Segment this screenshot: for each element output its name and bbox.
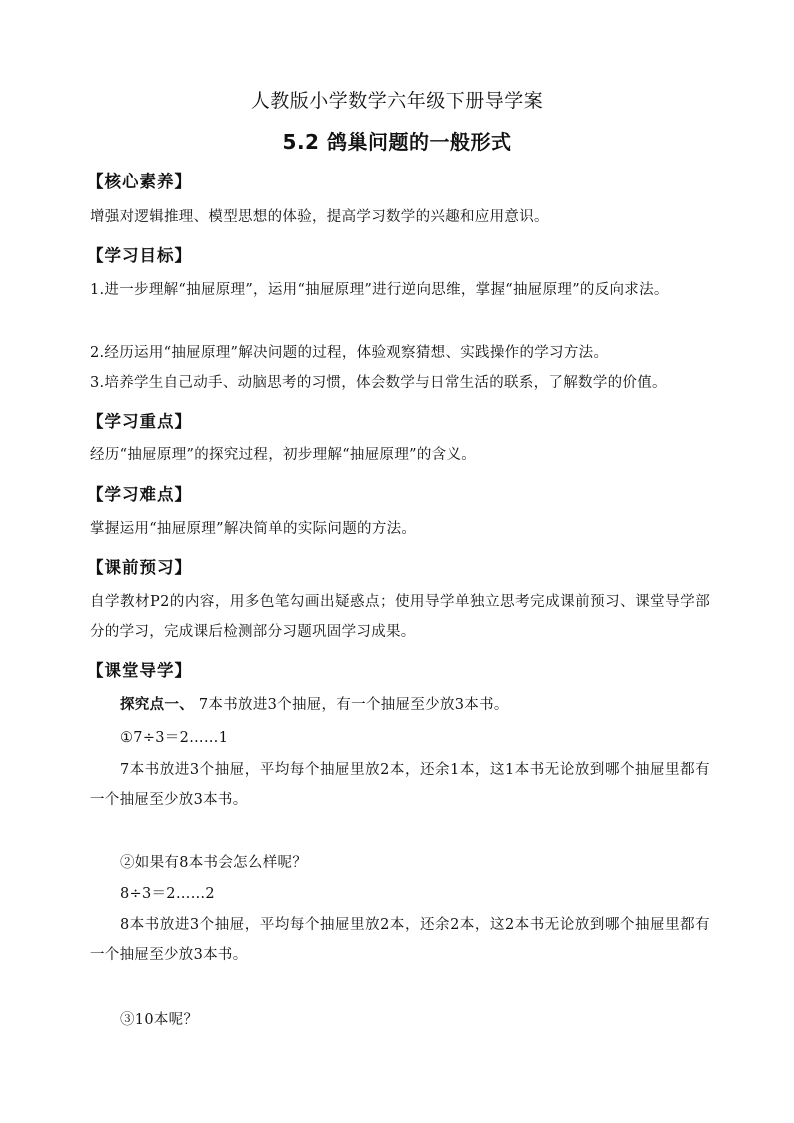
key-text: 经历“抽屉原理”的探究过程，初步理解“抽屉原理”的含义。 bbox=[90, 447, 477, 463]
explore-point-1 bbox=[120, 690, 710, 720]
section-heading-core: 【核心素养】 bbox=[87, 172, 192, 191]
goal-item-3: 3.培养学生自己动手、动脑思考的习惯，体会数学与日常生活的联系，了解数学的价值。 bbox=[90, 375, 667, 391]
difficulty-text: 掌握运用“抽屉原理”解决简单的实际问题的方法。 bbox=[90, 521, 417, 537]
section-heading-preview: 【课前预习】 bbox=[87, 558, 192, 577]
step-3-question: ③10本呢？ bbox=[120, 1012, 199, 1028]
section-heading-key: 【学习重点】 bbox=[87, 412, 192, 431]
step-2-text: 8本书放进3个抽屉，平均每个抽屉里放2本，还余2本，这2本书无论放到哪个抽屉里都有一个抽屉至少放3本书。 bbox=[90, 917, 710, 963]
section-heading-difficulty: 【学习难点】 bbox=[87, 485, 192, 504]
document-title: 人教版小学数学六年级下册导学案 bbox=[250, 90, 544, 112]
goal-item-2: 2.经历运用“抽屉原理”解决问题的过程，体验观察猜想、实践操作的学习方法。 bbox=[90, 345, 609, 361]
preview-text: 自学教材P2的内容，用多色笔勾画出疑惑点；使用导学单独立思考完成课前预习、课堂导学部分的学习，完成课后检测部分习题巩固学习成果。 bbox=[90, 594, 710, 640]
explore-text: 7本书放进3个抽屉，有一个抽屉至少放3本书。 bbox=[194, 697, 509, 713]
step-1-text: 7本书放进3个抽屉，平均每个抽屉里放2本，还余1本，这1本书无论放到哪个抽屉里都有一个抽屉至少放3本书。 bbox=[90, 762, 710, 808]
step-2-question: ②如果有8本书会怎么样呢？ bbox=[120, 855, 308, 871]
section-heading-guide: 【课堂导学】 bbox=[87, 661, 192, 680]
step-2-calc: 8÷3＝2……2 bbox=[120, 886, 215, 902]
explore-label: 探究点一、 bbox=[120, 696, 194, 713]
lesson-title: 5.2 鸽巢问题的一般形式 bbox=[282, 130, 512, 154]
step-1-calc: ①7÷3＝2……1 bbox=[120, 730, 229, 746]
goal-item-1: 1.进一步理解“抽屉原理”，运用“抽屉原理”进行逆向思维，掌握“抽屉原理”的反向求法。 bbox=[90, 282, 669, 298]
core-text: 增强对逻辑推理、模型思想的体验，提高学习数学的兴趣和应用意识。 bbox=[90, 209, 549, 225]
section-heading-goals: 【学习目标】 bbox=[87, 246, 192, 265]
